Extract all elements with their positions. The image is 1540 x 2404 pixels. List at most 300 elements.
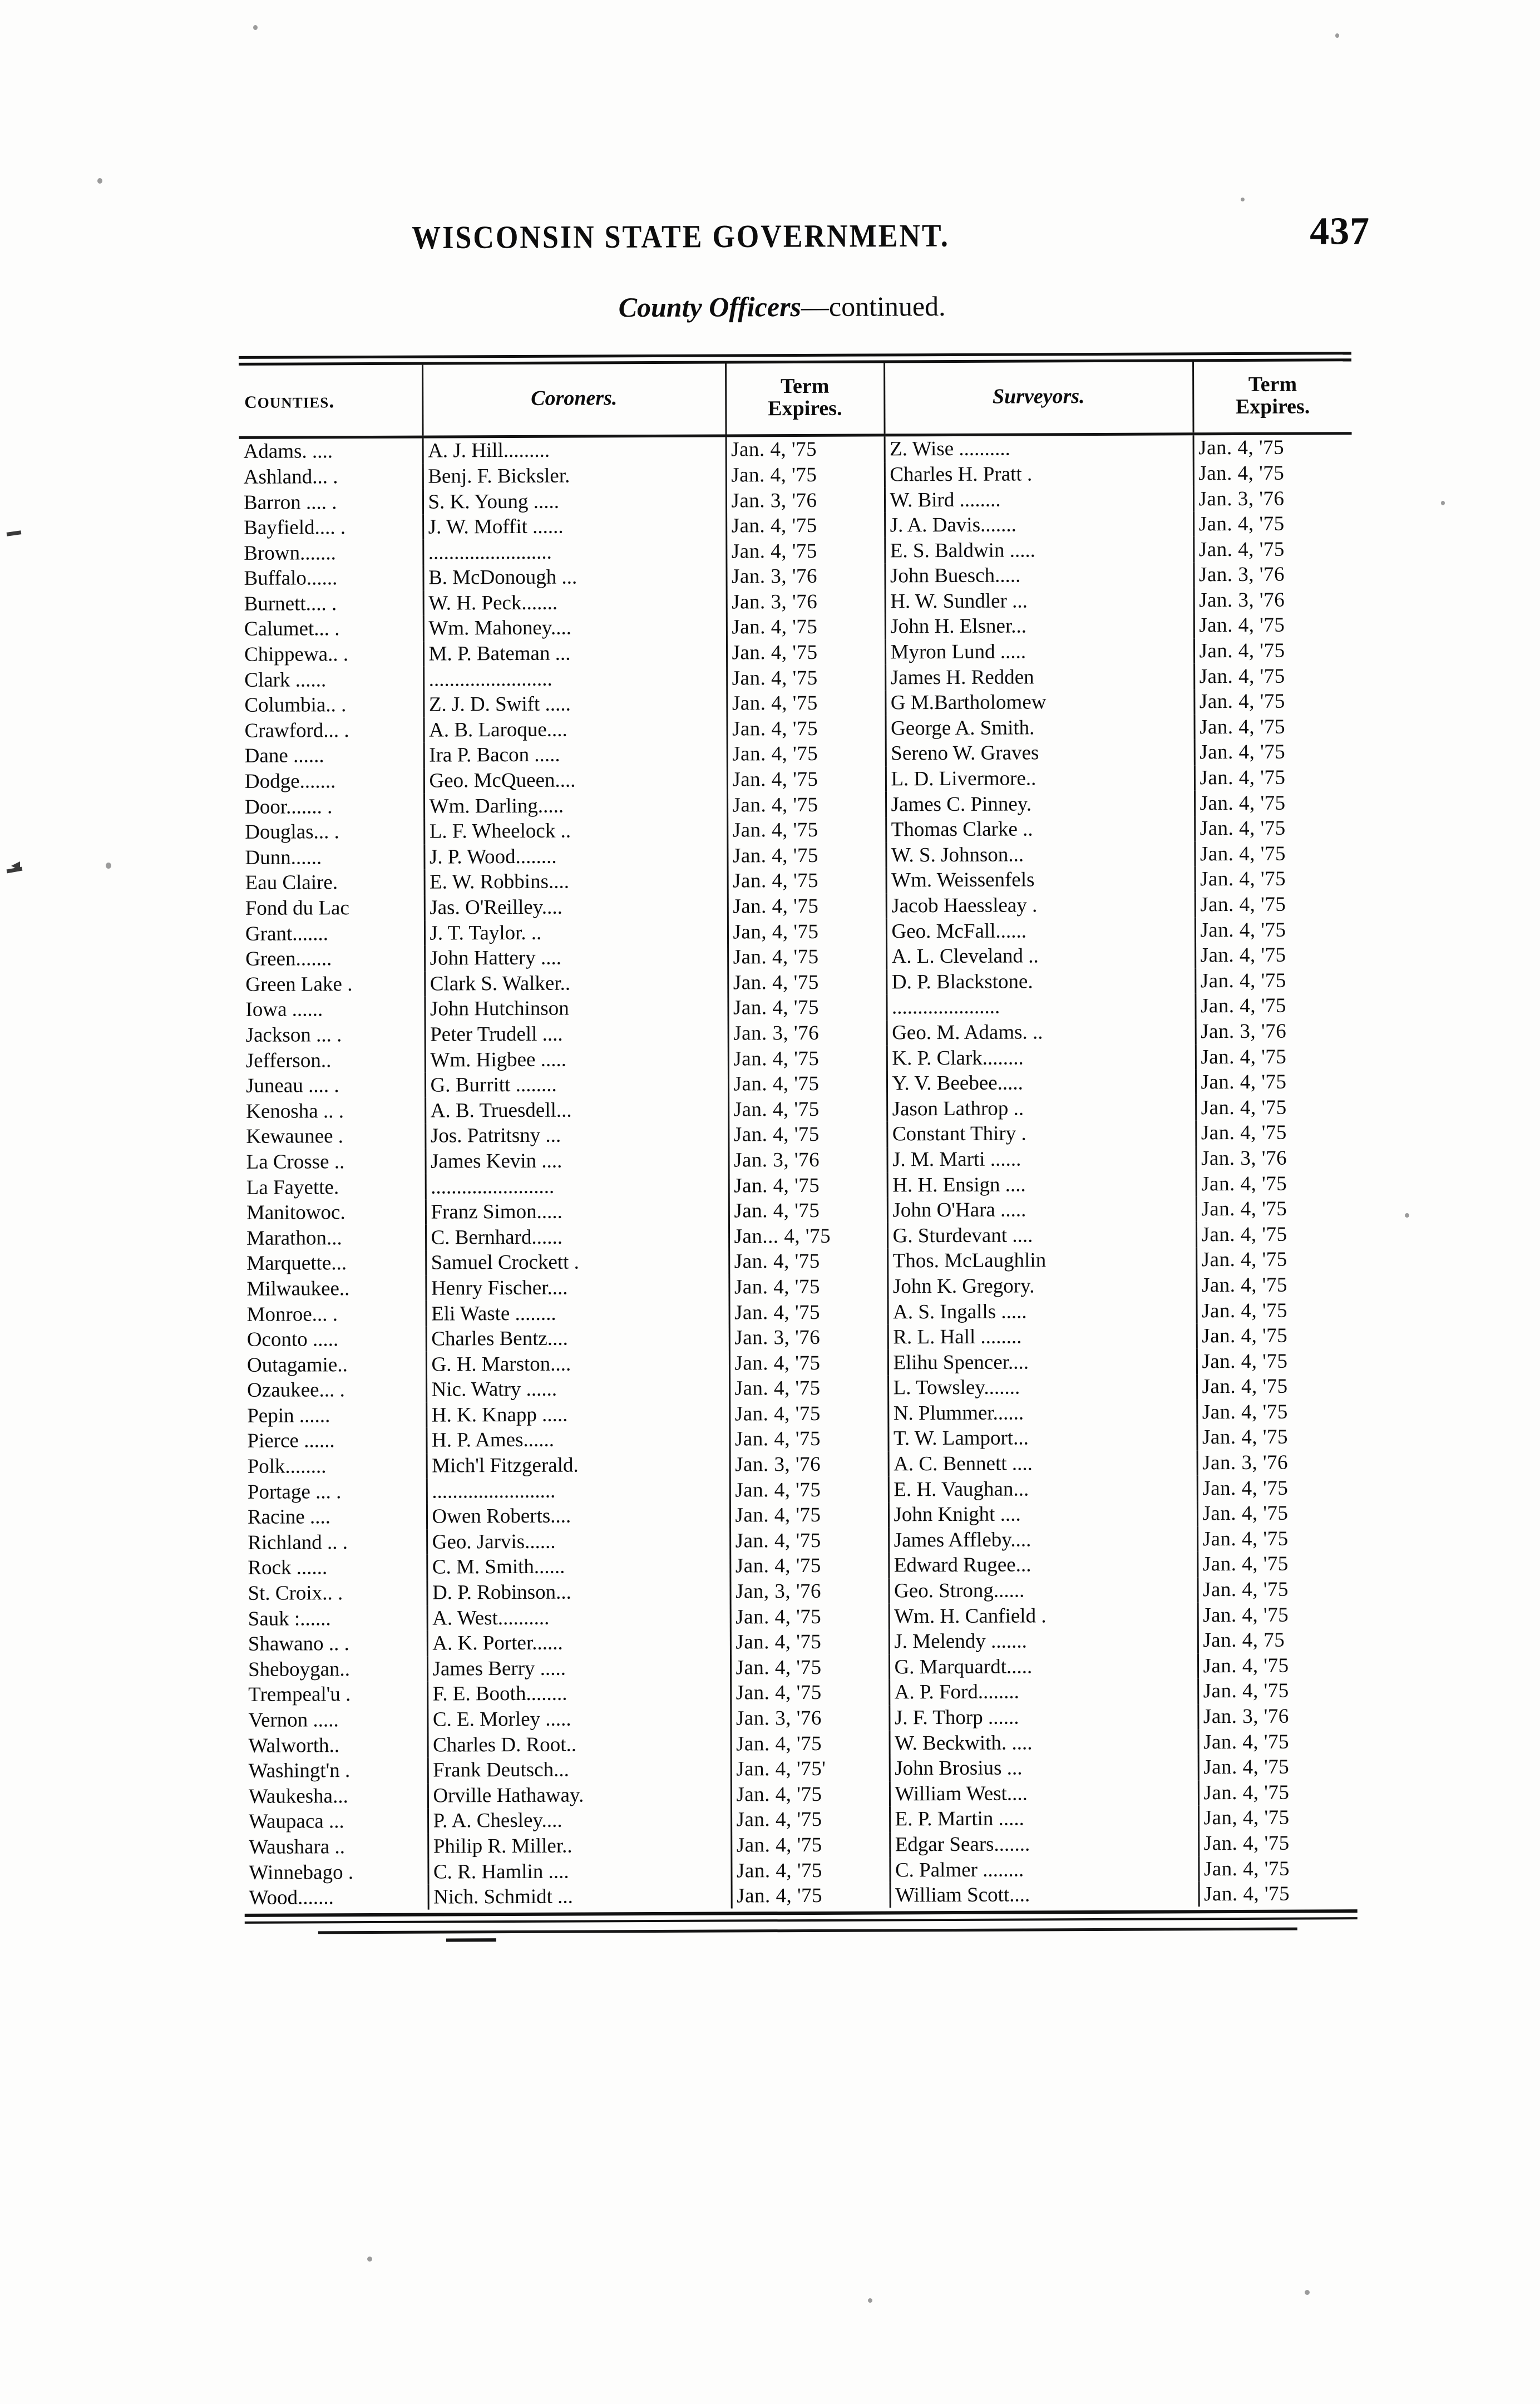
county-cell: Crawford... . <box>240 717 423 743</box>
table-row <box>242 1170 1355 1200</box>
table-caption <box>184 288 1380 325</box>
surveyor-term-expires-cell: Jan. 3, '76 <box>1198 487 1285 510</box>
surveyor-term-expires-cell: Jan. 4, '75 <box>1200 741 1286 764</box>
scan-speck <box>253 25 258 30</box>
surveyor-cell: Charles H. Pratt . <box>885 461 1193 487</box>
column-header-term-expires-surveyors <box>1193 361 1351 434</box>
coroner-term-expires-cell: Jan, 3, '76 <box>730 1578 889 1604</box>
table-row <box>240 612 1353 642</box>
surveyor-cell: Geo. Strong...... <box>889 1577 1197 1604</box>
coroner-cell: Mich'l Fitzgerald. <box>427 1452 730 1479</box>
surveyor-term-expires-cell: Jan. 4, '75 <box>1203 1781 1290 1805</box>
county-cell: Waushara .. <box>244 1834 428 1860</box>
table-row <box>245 1881 1358 1910</box>
surveyor-cell: Y. V. Beebee..... <box>887 1070 1196 1096</box>
surveyor-cell: Edward Rugee... <box>889 1551 1197 1578</box>
table-row <box>244 1627 1356 1657</box>
surveyor-cell: Edgar Sears....... <box>890 1831 1198 1858</box>
coroner-term-expires-cell: Jan, 4, '75 <box>728 919 886 945</box>
scan-speck <box>1441 501 1445 505</box>
surveyor-term-expires-cell: Jan. 4, '75 <box>1200 969 1286 993</box>
coroner-term-expires-cell: Jan. 3, '76 <box>730 1705 889 1731</box>
coroner-cell: Jos. Patritsny ... <box>425 1122 728 1149</box>
county-cell: Wood....... <box>245 1884 428 1910</box>
table-row <box>240 841 1353 870</box>
coroner-term-expires-cell: Jan. 4, '75 <box>726 462 885 488</box>
county-cell: Racine .... <box>243 1504 427 1530</box>
scan-speck <box>1305 2290 1310 2295</box>
table-row <box>243 1551 1356 1580</box>
surveyor-term-expires-cell: Jan. 4, '75 <box>1203 1603 1289 1627</box>
county-cell: Adams. .... <box>239 437 423 464</box>
surveyor-cell: D. P. Blackstone. <box>886 968 1195 995</box>
coroner-cell: C. E. Morley ..... <box>427 1706 730 1732</box>
coroner-cell: A. West.......... <box>427 1604 730 1631</box>
coroner-term-expires-cell: Jan. 4, '75 <box>727 843 886 869</box>
table-row <box>241 1120 1354 1149</box>
table-row <box>240 587 1353 617</box>
surveyor-cell: John Buesch..... <box>885 562 1193 589</box>
coroner-cell: Jas. O'Reilley.... <box>425 894 728 920</box>
table-row <box>243 1373 1355 1403</box>
coroner-cell: C. M. Smith...... <box>427 1554 730 1580</box>
surveyor-term-expires-cell: Jan. 3, '76 <box>1201 1019 1287 1043</box>
table-row <box>244 1805 1357 1834</box>
county-cell: Manitowoc. <box>242 1199 426 1225</box>
surveyor-cell: R. L. Hall ........ <box>888 1323 1197 1350</box>
coroner-cell: Henry Fischer.... <box>426 1274 729 1301</box>
surveyor-cell: Geo. M. Adams. .. <box>887 1019 1196 1046</box>
coroner-cell: Wm. Mahoney.... <box>423 615 727 642</box>
coroner-term-expires-cell: Jan. 4, '75 <box>729 1248 887 1274</box>
caption-continued: —continued. <box>801 290 946 323</box>
table-row <box>239 460 1352 490</box>
surveyor-cell: G M.Bartholomew <box>885 689 1194 716</box>
surveyor-cell: W. S. Johnson... <box>886 841 1195 868</box>
coroner-cell: Ira P. Bacon ..... <box>424 742 727 769</box>
surveyor-cell: Jason Lathrop .. <box>887 1095 1196 1122</box>
coroner-cell: Eli Waste ........ <box>426 1300 729 1327</box>
coroner-term-expires-cell: Jan. 4, '75 <box>728 1046 887 1072</box>
table-row <box>243 1526 1356 1555</box>
county-cell: Columbia.. . <box>240 692 423 718</box>
surveyor-cell: E. S. Baldwin ..... <box>885 537 1193 564</box>
coroner-cell: Wm. Darling..... <box>424 792 727 819</box>
coroner-cell: M. P. Bateman ... <box>423 640 727 667</box>
surveyor-term-expires-cell: Jan. 4, '75 <box>1201 1197 1287 1221</box>
term-label-line2: Expires. <box>1235 395 1310 418</box>
county-cell: Clark ...... <box>240 667 423 693</box>
county-cell: Oconto ..... <box>243 1326 426 1352</box>
coroner-term-expires-cell: Jan. 4, '75 <box>729 1401 888 1427</box>
coroner-cell: C. R. Hamlin .... <box>428 1858 731 1885</box>
surveyor-term-expires-cell: Jan. 3, '76 <box>1203 1705 1289 1728</box>
surveyor-cell: Z. Wise .......... <box>885 434 1193 462</box>
county-cell: Douglas... . <box>240 819 424 845</box>
surveyor-term-expires-cell: Jan. 4, '75 <box>1201 1070 1287 1094</box>
coroner-cell: Charles Bentz.... <box>426 1325 729 1352</box>
surveyor-term-expires-cell: Jan. 4, '75 <box>1199 715 1286 739</box>
coroner-term-expires-cell: Jan. 4, '75 <box>732 1883 890 1909</box>
coroner-term-expires-cell: Jan. 4, '75 <box>727 792 886 818</box>
coroner-cell: Orville Hathaway. <box>428 1782 731 1809</box>
coroner-term-expires-cell: Jan. 4, '75 <box>726 538 885 564</box>
surveyor-cell: A. P. Ford........ <box>889 1678 1198 1705</box>
coroner-cell: G. Burritt ........ <box>425 1071 728 1098</box>
surveyor-cell: W. Bird ........ <box>885 486 1193 513</box>
county-cell: Rock ...... <box>243 1555 427 1581</box>
scan-speck <box>868 2298 872 2303</box>
table-row <box>243 1297 1355 1327</box>
term-label-line1: Term <box>1248 372 1297 396</box>
table-row <box>243 1450 1356 1479</box>
surveyor-cell: Thomas Clarke .. <box>886 816 1195 843</box>
county-cell: St. Croix.. . <box>243 1580 427 1606</box>
county-cell: Ozaukee... . <box>243 1377 426 1403</box>
county-cell: Eau Claire. <box>241 870 425 896</box>
table-row <box>241 1145 1354 1175</box>
surveyor-cell: James C. Pinney. <box>886 791 1195 817</box>
surveyor-cell: Geo. McFall...... <box>886 918 1195 944</box>
coroner-cell: A. J. Hill......... <box>423 436 726 464</box>
surveyor-term-expires-cell: Jan. 4, '75 <box>1203 1654 1289 1678</box>
surveyor-cell: N. Plummer...... <box>888 1400 1197 1426</box>
coroner-term-expires-cell: Jan. 3, '76 <box>730 1451 889 1477</box>
surveyor-term-expires-cell: Jan. 4, '75 <box>1203 1730 1290 1753</box>
table-row <box>244 1653 1356 1682</box>
coroner-term-expires-cell: Jan. 4, '75 <box>729 1198 887 1224</box>
scan-speck <box>106 863 111 869</box>
surveyor-term-expires-cell: Jan. 4, '75 <box>1201 1248 1287 1272</box>
surveyor-cell: ..................... <box>886 993 1195 1020</box>
surveyor-term-expires-cell: Jan. 4, '75 <box>1200 842 1286 866</box>
surveyor-cell: Constant Thiry . <box>887 1120 1196 1147</box>
county-cell: Ashland... . <box>239 464 423 490</box>
coroner-cell: Frank Deutsch... <box>428 1756 731 1783</box>
coroner-cell: ........................ <box>423 539 726 565</box>
coroner-term-expires-cell: Jan. 4, '75 <box>730 1502 889 1528</box>
table-row <box>241 1018 1354 1048</box>
surveyor-cell: J. F. Thorp ...... <box>889 1704 1198 1731</box>
coroner-term-expires-cell: Jan. 4, '75 <box>726 513 885 539</box>
coroner-term-expires-cell: Jan. 3, '76 <box>727 589 885 615</box>
running-head <box>223 209 1380 280</box>
coroner-cell: Geo. Jarvis...... <box>427 1528 730 1555</box>
table-row <box>242 1247 1355 1276</box>
surveyor-cell: John Knight .... <box>889 1501 1197 1528</box>
county-cell: Juneau .... . <box>241 1072 425 1098</box>
county-cell: Jefferson.. <box>241 1047 425 1073</box>
surveyor-term-expires-cell: Jan. 4, '75 <box>1200 816 1286 840</box>
table-row <box>240 739 1353 769</box>
table-row <box>240 638 1353 667</box>
term-label-line2: Expires. <box>768 396 842 420</box>
column-header-surveyors: Surveyors. <box>884 362 1193 435</box>
surveyor-term-expires-cell: Jan. 4, '75 <box>1201 1273 1287 1297</box>
coroner-cell: ........................ <box>423 666 727 692</box>
surveyor-cell: John O'Hara ..... <box>887 1196 1196 1223</box>
county-cell: Kewaunee . <box>241 1124 425 1150</box>
table-row <box>243 1475 1356 1505</box>
surveyor-cell: E. P. Martin ..... <box>890 1805 1198 1832</box>
surveyor-cell: H. H. Ensign .... <box>887 1171 1196 1198</box>
coroner-cell: John Hutchinson <box>425 996 728 1022</box>
surveyor-cell: G. Marquardt..... <box>889 1653 1198 1680</box>
table-row <box>244 1678 1356 1707</box>
coroner-term-expires-cell: Jan. 4, '75 <box>730 1477 889 1503</box>
coroner-cell: Clark S. Walker.. <box>425 970 728 997</box>
table-bottom-rule <box>245 1910 1358 1924</box>
surveyor-term-expires-cell: Jan. 4, '75 <box>1200 868 1286 891</box>
county-cell: Milwaukee.. <box>242 1275 426 1302</box>
surveyor-cell: James Affleby.... <box>889 1526 1197 1553</box>
county-cell: Waupaca ... <box>244 1809 428 1835</box>
county-cell: Buffalo...... <box>239 565 423 592</box>
county-cell: Marathon... <box>242 1225 426 1251</box>
surveyor-term-expires-cell: Jan. 4, '75 <box>1202 1578 1289 1602</box>
table-row <box>240 663 1353 693</box>
table-head <box>239 361 1351 437</box>
table-row <box>243 1500 1356 1530</box>
table-row <box>243 1577 1356 1606</box>
coroner-cell: John Hattery .... <box>425 944 728 971</box>
surveyor-term-expires-cell: Jan. 4, '75 <box>1202 1476 1289 1500</box>
coroner-term-expires-cell: Jan. 4, '75 <box>727 817 886 843</box>
coroner-term-expires-cell: Jan. 4, '75 <box>730 1553 889 1579</box>
scan-speck <box>1241 198 1245 201</box>
surveyor-cell: C. Palmer ........ <box>890 1856 1198 1883</box>
coroner-term-expires-cell: Jan. 3, '76 <box>729 1324 888 1351</box>
coroner-cell: Wm. Higbee ..... <box>425 1046 728 1073</box>
table-row <box>240 714 1353 743</box>
county-cell: Waukesha... <box>244 1783 428 1809</box>
coroner-term-expires-cell: Jan. 4, '75 <box>726 435 885 462</box>
table-row <box>244 1780 1357 1809</box>
surveyor-term-expires-cell: Jan. 4, '75 <box>1200 791 1286 815</box>
county-cell: Walworth.. <box>244 1732 427 1758</box>
table-row <box>240 688 1353 718</box>
county-cell: Sauk :...... <box>244 1605 427 1632</box>
surveyor-term-expires-cell: Jan. 4, '75 <box>1201 1121 1287 1145</box>
coroner-cell: Nic. Watry ...... <box>426 1376 729 1403</box>
coroner-cell: E. W. Robbins.... <box>425 869 728 895</box>
coroner-term-expires-cell: Jan. 4, '75 <box>730 1680 889 1706</box>
officers-table-wrap <box>223 352 1386 1934</box>
surveyor-term-expires-cell: Jan. 4, '75 <box>1198 436 1285 460</box>
surveyor-term-expires-cell: Jan. 4, '75 <box>1199 614 1285 637</box>
margin-mark <box>7 530 22 536</box>
surveyor-cell: John H. Elsner... <box>885 613 1194 639</box>
coroner-term-expires-cell: Jan. 4, '75' <box>731 1756 890 1782</box>
coroner-term-expires-cell: Jan... 4, '75 <box>729 1223 887 1249</box>
surveyor-cell: A. C. Bennett .... <box>889 1450 1197 1477</box>
surveyor-cell: J. M. Marti ...... <box>887 1146 1196 1173</box>
coroner-cell: Peter Trudell .... <box>425 1021 728 1047</box>
coroner-cell: James Kevin .... <box>425 1147 728 1174</box>
coroner-term-expires-cell: Jan. 4, '75 <box>727 614 885 641</box>
header-row <box>239 361 1351 437</box>
coroner-cell: Samuel Crockett . <box>426 1249 729 1276</box>
coroner-cell: G. H. Marston.... <box>426 1351 729 1377</box>
column-header-coroners: Coroners. <box>422 364 725 437</box>
county-cell: La Fayette. <box>242 1174 426 1200</box>
coroner-cell: J. P. Wood........ <box>424 843 727 870</box>
county-cell: Jackson ... . <box>241 1022 425 1048</box>
coroner-cell: J. W. Moffit ...... <box>423 513 726 540</box>
surveyor-cell: J. Melendy ....... <box>889 1628 1198 1654</box>
table-row <box>244 1754 1357 1784</box>
coroner-term-expires-cell: Jan. 3, '76 <box>726 563 885 589</box>
coroner-term-expires-cell: Jan. 4, '75 <box>729 1173 887 1199</box>
county-cell: Burnett.... . <box>240 590 423 617</box>
coroner-term-expires-cell: Jan. 4, '75 <box>731 1832 890 1858</box>
surveyor-term-expires-cell: Jan. 4, '75 <box>1198 512 1285 536</box>
county-officers-table <box>239 361 1358 1910</box>
county-cell: Vernon ..... <box>244 1707 427 1733</box>
page-title: WISCONSIN STATE GOVERNMENT. <box>412 218 950 256</box>
table-row <box>241 968 1354 997</box>
coroner-cell: J. T. Taylor. .. <box>425 919 728 946</box>
coroner-term-expires-cell: Jan. 4, '75 <box>728 944 886 970</box>
table-row <box>241 1043 1354 1073</box>
surveyor-term-expires-cell: Jan. 4, '75 <box>1203 1755 1290 1779</box>
table-row <box>239 433 1352 465</box>
county-cell: Sheboygan.. <box>244 1656 427 1682</box>
county-cell: Kenosha .. . <box>241 1098 425 1124</box>
coroner-term-expires-cell: Jan. 3, '76 <box>726 487 885 514</box>
surveyor-term-expires-cell: Jan. 4, '75 <box>1200 893 1286 917</box>
county-cell: Brown....... <box>239 540 423 566</box>
coroner-term-expires-cell: Jan. 4, '75 <box>729 1375 888 1401</box>
surveyor-term-expires-cell: Jan. 4, '75 <box>1198 461 1285 485</box>
margin-mark <box>7 867 23 874</box>
coroner-cell: W. H. Peck....... <box>423 589 727 616</box>
surveyor-term-expires-cell: Jan. 3, '76 <box>1202 1451 1289 1475</box>
county-cell: Door....... . <box>240 794 424 820</box>
surveyor-term-expires-cell: Jan. 4, '75 <box>1200 943 1286 967</box>
surveyor-term-expires-cell: Jan. 4, '75 <box>1201 1223 1287 1246</box>
coroner-cell: Philip R. Miller.. <box>428 1832 731 1859</box>
table-row <box>239 511 1352 540</box>
coroner-cell: ........................ <box>427 1477 730 1504</box>
coroner-term-expires-cell: Jan. 4, '75 <box>729 1426 888 1452</box>
surveyor-cell: A. L. Cleveland .. <box>886 943 1195 969</box>
surveyor-cell: Wm. Weissenfels <box>886 866 1195 893</box>
surveyor-term-expires-cell: Jan. 4, '75 <box>1201 1045 1287 1068</box>
table-row <box>241 891 1354 921</box>
county-cell: Dane ...... <box>240 743 424 769</box>
table-foot-rule <box>318 1928 1297 1934</box>
surveyor-term-expires-cell: Jan. 3, '76 <box>1199 588 1285 612</box>
coroner-term-expires-cell: Jan. 4, '75 <box>731 1858 890 1884</box>
county-cell: Pierce ...... <box>243 1428 426 1454</box>
coroner-cell: P. A. Chesley.... <box>428 1807 731 1834</box>
county-cell: Dunn...... <box>240 844 424 870</box>
coroner-term-expires-cell: Jan. 4, '75 <box>731 1807 890 1833</box>
surveyor-term-expires-cell: Jan. 4, '75 <box>1200 918 1286 942</box>
coroner-term-expires-cell: Jan. 4, '75 <box>728 1121 887 1147</box>
surveyor-term-expires-cell: Jan. 4, '75 <box>1202 1501 1289 1525</box>
surveyor-term-expires-cell: Jan, 4, '75 <box>1203 1806 1290 1830</box>
coroner-term-expires-cell: Jan. 4, '75 <box>729 1274 887 1300</box>
coroner-term-expires-cell: Jan. 4, '75 <box>728 995 886 1021</box>
county-cell: Trempeal'u . <box>244 1682 427 1708</box>
surveyor-term-expires-cell: Jan. 4, '75 <box>1203 1831 1290 1855</box>
scan-speck <box>97 178 102 184</box>
surveyor-cell: J. A. Davis....... <box>885 511 1193 538</box>
table-row <box>244 1728 1356 1758</box>
surveyor-term-expires-cell: Jan. 4, '75 <box>1203 1679 1289 1703</box>
table-row <box>241 942 1354 972</box>
coroner-cell: D. P. Robinson... <box>427 1579 730 1605</box>
county-cell: Portage ... . <box>243 1479 427 1505</box>
surveyor-term-expires-cell: Jan. 4, '75 <box>1202 1527 1289 1551</box>
coroner-cell: H. K. Knapp ..... <box>426 1401 729 1428</box>
coroner-term-expires-cell: Jan. 4, '75 <box>730 1629 889 1655</box>
county-cell: Bayfield.... . <box>239 514 423 540</box>
surveyor-term-expires-cell: Jan. 4, '75 <box>1202 1349 1288 1373</box>
coroner-term-expires-cell: Jan. 4, '75 <box>727 716 885 742</box>
surveyor-cell: L. Towsley....... <box>888 1374 1197 1401</box>
coroner-term-expires-cell: Jan. 4, '75 <box>728 893 886 919</box>
surveyor-term-expires-cell: Jan. 4, '75 <box>1200 994 1287 1018</box>
table-row <box>241 993 1354 1022</box>
coroner-cell: James Berry ..... <box>427 1655 730 1682</box>
surveyor-term-expires-cell: Jan. 4, '75 <box>1203 1857 1290 1880</box>
county-cell: Barron .... . <box>239 489 423 515</box>
surveyor-cell: A. S. Ingalls ..... <box>888 1298 1197 1325</box>
table-body <box>239 433 1358 1911</box>
surveyor-cell: Thos. McLaughlin <box>887 1247 1196 1274</box>
surveyor-cell: H. W. Sundler ... <box>885 588 1194 614</box>
surveyor-cell: E. H. Vaughan... <box>889 1476 1197 1502</box>
surveyor-term-expires-cell: Jan. 4, '75 <box>1202 1553 1289 1576</box>
coroner-term-expires-cell: Jan. 4, '75 <box>728 868 886 894</box>
page-content <box>223 209 1386 1934</box>
term-label-line1: Term <box>781 374 830 398</box>
table-row <box>240 765 1353 794</box>
table-row <box>239 536 1352 566</box>
scan-speck <box>1335 33 1339 38</box>
county-cell: Green Lake . <box>241 971 425 997</box>
table-row <box>243 1323 1355 1352</box>
table-row <box>244 1602 1356 1632</box>
table-row <box>239 561 1352 591</box>
surveyor-term-expires-cell: Jan. 4, '75 <box>1201 1096 1287 1120</box>
table-row <box>242 1196 1355 1225</box>
coroner-cell: B. McDonough ... <box>423 564 726 591</box>
coroner-cell: A. B. Truesdell... <box>425 1097 728 1124</box>
table-row <box>244 1855 1357 1885</box>
coroner-term-expires-cell: Jan. 4, '75 <box>730 1604 889 1630</box>
surveyor-cell: John K. Gregory. <box>887 1273 1196 1299</box>
surveyor-cell: W. Beckwith. .... <box>889 1730 1198 1756</box>
table-row <box>241 1069 1354 1098</box>
coroner-term-expires-cell: Jan. 4, '75 <box>727 665 885 691</box>
surveyor-term-expires-cell: Jan. 4, '75 <box>1201 1172 1287 1195</box>
scan-speck <box>367 2257 372 2262</box>
surveyor-term-expires-cell: Jan. 4, '75 <box>1202 1400 1288 1424</box>
county-cell: Iowa ...... <box>241 997 425 1023</box>
county-cell: Pepin ...... <box>243 1402 426 1428</box>
surveyor-term-expires-cell: Jan. 4, '75 <box>1200 766 1286 790</box>
coroner-term-expires-cell: Jan. 4, '75 <box>728 969 886 996</box>
scan-speck <box>1405 1213 1409 1218</box>
coroner-term-expires-cell: Jan. 4, '75 <box>727 741 886 767</box>
coroner-cell: H. P. Ames...... <box>426 1427 729 1454</box>
surveyor-term-expires-cell: Jan. 4, 75 <box>1203 1628 1285 1652</box>
coroner-term-expires-cell: Jan. 4, '75 <box>731 1781 890 1807</box>
